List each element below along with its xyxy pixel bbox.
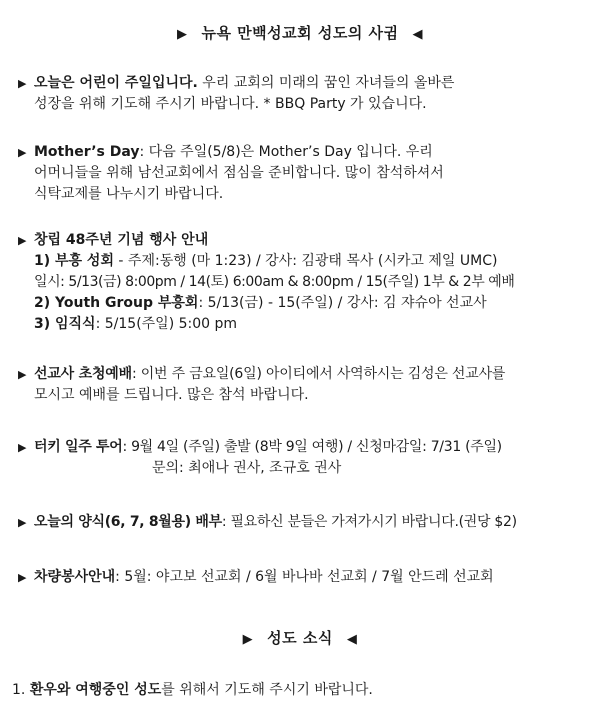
- notice-title: 차량봉사안내: [34, 569, 116, 585]
- notice-text-line: 문의: 최애나 권사, 조규호 권사: [152, 460, 342, 476]
- notice-anniversary-events: [18, 230, 590, 335]
- bullet-icon: ▶: [18, 77, 27, 90]
- bullet-icon: ▶: [18, 368, 27, 381]
- bullet-icon: ▶: [18, 234, 27, 247]
- notice-vehicle-service: [18, 567, 590, 588]
- right-triangle-icon: ▶: [242, 632, 254, 647]
- notice-text: : 이번 주 금요일(6일) 아이티에서 사역하시는 김성은 선교사를: [131, 366, 506, 382]
- member-news-item: [12, 680, 373, 701]
- bullet-icon: ▶: [18, 146, 27, 159]
- event-youth-text: : 5/13(금) - 15(주일) / 강사: 김 쟈슈아 선교사: [198, 295, 487, 311]
- notice-text-line: 성장을 위해 기도해 주시기 바랍니다. * BBQ Party 가 있습니다.: [34, 96, 427, 112]
- notice-text: : 9월 4일 (주일) 출발 (8박 9일 여행) / 신청마감일: 7/31 (주일): [122, 439, 502, 455]
- notice-mothers-day: [18, 142, 590, 205]
- notice-text: : 다음 주일(5/8)은 Mother’s Day 입니다. 우리: [139, 144, 433, 160]
- notice-title: 오늘의 양식(6, 7, 8월용) 배부: [34, 514, 222, 530]
- left-triangle-icon: ◀: [412, 27, 424, 42]
- notice-text-line: 모시고 예배를 드립니다. 많은 참석 바랍니다.: [34, 387, 309, 403]
- left-triangle-icon: ◀: [346, 632, 358, 647]
- notice-text: : 필요하신 분들은 가져가시기 바랍니다.(권당 $2): [221, 514, 517, 530]
- section-title: 성도 소식: [267, 629, 333, 647]
- section-title: 뉴욕 만백성교회 성도의 사귐: [201, 24, 399, 42]
- news-text: 를 위해서 기도해 주시기 바랍니다.: [161, 682, 373, 698]
- notice-title: 창립 48주년 기념 행사 안내: [34, 232, 209, 248]
- notice-childrens-sunday: [18, 73, 590, 115]
- event-revival-title: 1) 부흥 성회: [34, 253, 114, 269]
- bullet-icon: ▶: [18, 571, 27, 584]
- event-revival-text: - 주제:동행 (마 1:23) / 강사: 김광태 목사 (시카고 제일 UMC): [113, 253, 498, 269]
- notice-missionary-service: [18, 364, 590, 406]
- section-heading-fellowship: [0, 22, 600, 43]
- bullet-icon: ▶: [18, 441, 27, 454]
- news-title: 환우와 여행중인 성도: [29, 682, 162, 698]
- event-revival-schedule: 일시: 5/13(금) 8:00pm / 14(토) 6:00am & 8:00pm / 15(주일) 1부 & 2부 예배: [34, 274, 515, 290]
- notice-text-line: 어머니들을 위해 남선교회에서 점심을 준비합니다. 많이 참석하셔서: [34, 165, 444, 181]
- notice-title: 오늘은 어린이 주일입니다.: [34, 75, 198, 91]
- news-number: 1.: [12, 682, 26, 698]
- notice-text: : 5월: 야고보 선교회 / 6월 바나바 선교회 / 7월 안드레 선교회: [115, 569, 494, 585]
- event-youth-title: 2) Youth Group 부흥회: [34, 295, 199, 311]
- notice-title: 터키 일주 투어: [34, 439, 123, 455]
- notice-text-line: 식탁교제를 나누시기 바랍니다.: [34, 186, 224, 202]
- notice-title: Mother’s Day: [34, 144, 140, 160]
- notice-daily-bread: [18, 512, 590, 533]
- notice-turkey-tour: [18, 437, 590, 479]
- bullet-icon: ▶: [18, 516, 27, 529]
- notice-text: 우리 교회의 미래의 꿈인 자녀들의 올바른: [197, 75, 455, 91]
- right-triangle-icon: ▶: [176, 27, 188, 42]
- notice-title: 선교사 초청예배: [34, 366, 132, 382]
- section-heading-member-news: [0, 627, 600, 648]
- event-ordination-title: 3) 임직식: [34, 316, 96, 332]
- event-ordination-text: : 5/15(주일) 5:00 pm: [95, 316, 238, 332]
